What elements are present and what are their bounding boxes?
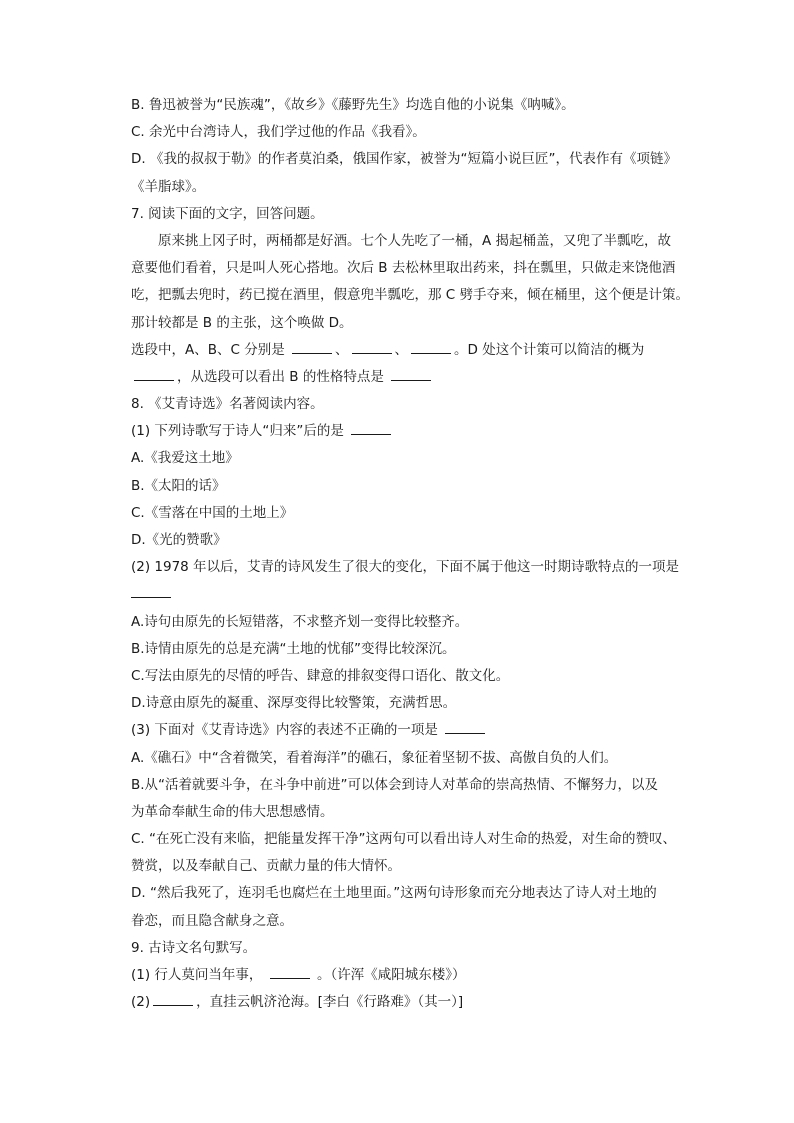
q7-fill-sep: 、 bbox=[335, 341, 349, 358]
q9-s2-text: (2) bbox=[131, 994, 151, 1011]
q7-fill-text: ，从选段可以看出 B 的性格特点是 bbox=[177, 368, 384, 385]
answer-blank[interactable] bbox=[352, 341, 392, 354]
q8-s2-option: C.写法由原先的尽情的呼告、肆意的排叙变得口语化、散文化。 bbox=[131, 667, 510, 684]
q6-option-b: B. 鲁迅被誉为“民族魂”，《故乡》《藤野先生》均选自他的小说集《呐喊》。 bbox=[131, 97, 575, 113]
answer-blank[interactable] bbox=[131, 585, 171, 598]
answer-blank[interactable] bbox=[411, 341, 451, 354]
q8-s2-option: A.诗句由原先的长短错落，不求整齐划一变得比较整齐。 bbox=[131, 613, 469, 630]
q8-s2-option: D.诗意由原先的凝重、深厚变得比较警策，充满哲思。 bbox=[131, 695, 457, 712]
q8-s1-stem bbox=[131, 418, 694, 445]
q8-s3-line: 赞赏，以及奉献自己、贡献力量的伟大情怀。 bbox=[131, 858, 401, 875]
q8-s3-line: A.《礁石》中“含着微笑，看着海洋”的礁石，象征着坚韧不拔、高傲自负的人们。 bbox=[131, 749, 618, 766]
q9-s2-text: ，直挂云帆济沧海。[李白《行路难》（其一）] bbox=[196, 994, 464, 1011]
answer-blank[interactable] bbox=[351, 422, 391, 435]
q7-fill-line-1 bbox=[131, 337, 694, 364]
q6-option-d: D. 《我的叔叔于勒》的作者莫泊桑，俄国作家，被誉为“短篇小说巨匠”，代表作有《项链》 bbox=[131, 151, 677, 168]
q7-passage-line: 意要他们看着，只是叫人死心搭地。次后 B 去松林里取出药来，抖在瓢里，只做走来饶他酒 bbox=[131, 260, 676, 277]
answer-blank[interactable] bbox=[153, 993, 193, 1006]
q8-s1-option: D.《光的赞歌》 bbox=[131, 532, 227, 548]
q7-fill-text: 。D 处这个计策可以简洁的概为 bbox=[454, 341, 645, 358]
q7-fill-text: 选段中，A、B、C 分别是 bbox=[131, 341, 285, 358]
q7-passage-line: 原来挑上冈子时，两桶都是好酒。七个人先吃了一桶，A 揭起桶盖，又兜了半瓢吃，故 bbox=[158, 232, 672, 249]
answer-blank[interactable] bbox=[270, 966, 310, 979]
q7-title: 7. 阅读下面的文字，回答问题。 bbox=[131, 205, 324, 222]
q8-s1-stem-text: (1) 下列诗歌写于诗人“归来”后的是 bbox=[131, 423, 344, 440]
q6-option-d-cont: 《羊脂球》。 bbox=[131, 178, 206, 195]
q8-s3-line: B.从“活着就要斗争，在斗争中前进”可以体会到诗人对革命的崇高热情、不懈努力，以及 bbox=[131, 776, 659, 793]
q7-passage-line: 那计较都是 B 的主张，这个唤做 D。 bbox=[131, 314, 353, 331]
q8-title: 8. 《艾青诗选》名著阅读内容。 bbox=[131, 396, 324, 413]
q7-fill-sep: 、 bbox=[394, 341, 409, 358]
q8-s2-stem: (2) 1978 年以后，艾青的诗风发生了很大的变化，下面不属于他这一时期诗歌特点的一项是 bbox=[131, 559, 680, 576]
q8-s1-option: C.《雪落在中国的土地上》 bbox=[131, 504, 294, 521]
q8-s3-stem bbox=[131, 717, 694, 744]
answer-blank[interactable] bbox=[134, 368, 174, 381]
q9-s1 bbox=[131, 962, 694, 989]
q8-s3-stem-text: (3) 下面对《艾青诗选》内容的表述不正确的一项是 bbox=[131, 722, 438, 739]
q8-s2-option: B.诗情由原先的总是充满“土地的忧郁”变得比较深沉。 bbox=[131, 640, 456, 657]
q9-s1-text: (1) 行人莫问当年事， bbox=[131, 967, 263, 983]
q8-s3-line: D. “然后我死了，连羽毛也腐烂在土地里面。”这两句诗形象而充分地表达了诗人对土地的 bbox=[131, 885, 657, 902]
q7-fill-line-2 bbox=[131, 364, 694, 391]
q6-option-c: C. 余光中台湾诗人，我们学过他的作品《我看》。 bbox=[131, 124, 426, 141]
q8-s3-line: 眷恋，而且隐含献身之意。 bbox=[131, 912, 293, 929]
q8-s1-option: B.《太阳的话》 bbox=[131, 477, 226, 494]
answer-blank[interactable] bbox=[445, 721, 485, 734]
q9-s2 bbox=[131, 989, 694, 1016]
q8-s3-line: C. “在死亡没有来临，把能量发挥干净”这两句可以看出诗人对生命的热爱，对生命的赞叹、 bbox=[131, 831, 676, 848]
q7-passage-line: 吃，把瓢去兜时，药已搅在酒里，假意兜半瓢吃，那 C 劈手夺来，倾在桶里，这个便是计策。 bbox=[131, 287, 690, 304]
q8-s3-line: 为革命奉献生命的伟大思想感情。 bbox=[131, 803, 334, 820]
answer-blank[interactable] bbox=[292, 341, 332, 354]
answer-blank[interactable] bbox=[391, 368, 431, 381]
q8-s1-option: A.《我爱这土地》 bbox=[131, 450, 239, 467]
q9-title: 9. 古诗文名句默写。 bbox=[131, 939, 257, 956]
q8-s2-blank-line bbox=[131, 581, 694, 608]
q9-s1-text: 。（许浑《咸阳城东楼》） bbox=[317, 967, 466, 983]
